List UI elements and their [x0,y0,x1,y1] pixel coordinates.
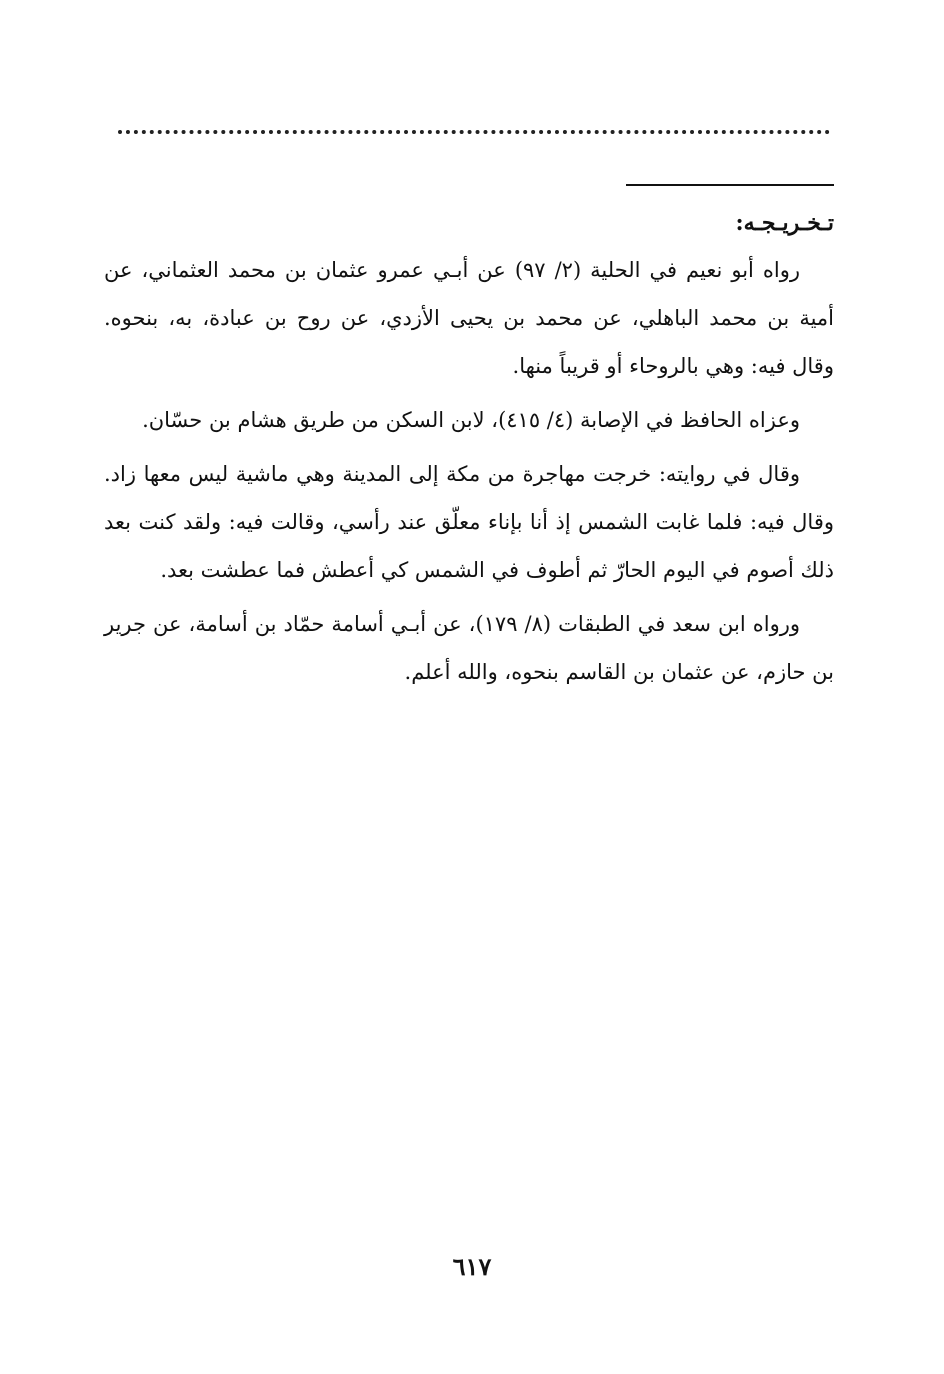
paragraph-4: ورواه ابن سعد في الطبقات (٨/ ١٧٩)، عن أبـي أسامة حمّاد بن أسامة، عن جرير بن حازم، عن عثمان بن القاسم بنحوه، والله أعلم. [104,612,834,684]
dotted-separator [118,130,830,134]
paragraph-2: وعزاه الحافظ في الإصابة (٤/ ٤١٥)، لابن السكن من طريق هشام بن حسّان. [142,408,800,432]
paragraph-1: رواه أبو نعيم في الحلية (٢/ ٩٧) عن أبـي عمرو عثمان بن محمد العثماني، عن أمية بن محمد الباهلي، عن محمد بن يحيى الأزدي، عن روح بن عبادة، به، بنحوه. وقال فيه: وهي بالروحاء أو قريباً منها. [104,258,834,378]
main-text [104,200,834,702]
footnote-rule [626,184,834,186]
page-number: ٦١٧ [452,1252,492,1281]
paragraph-3: وقال في روايته: خرجت مهاجرة من مكة إلى المدينة وهي ماشية ليس معها زاد. وقال فيه: فلما غابت الشمس إذ أنا بإناء معلّق عند رأسي، وقالت فيه: ولقد كنت بعد ذلك أصوم في اليوم الحارّ ثم أطوف في الشمس كي أعطش فما عطشت بعد. [104,462,834,582]
section-heading: تـخـريـجـه: [735,210,834,236]
